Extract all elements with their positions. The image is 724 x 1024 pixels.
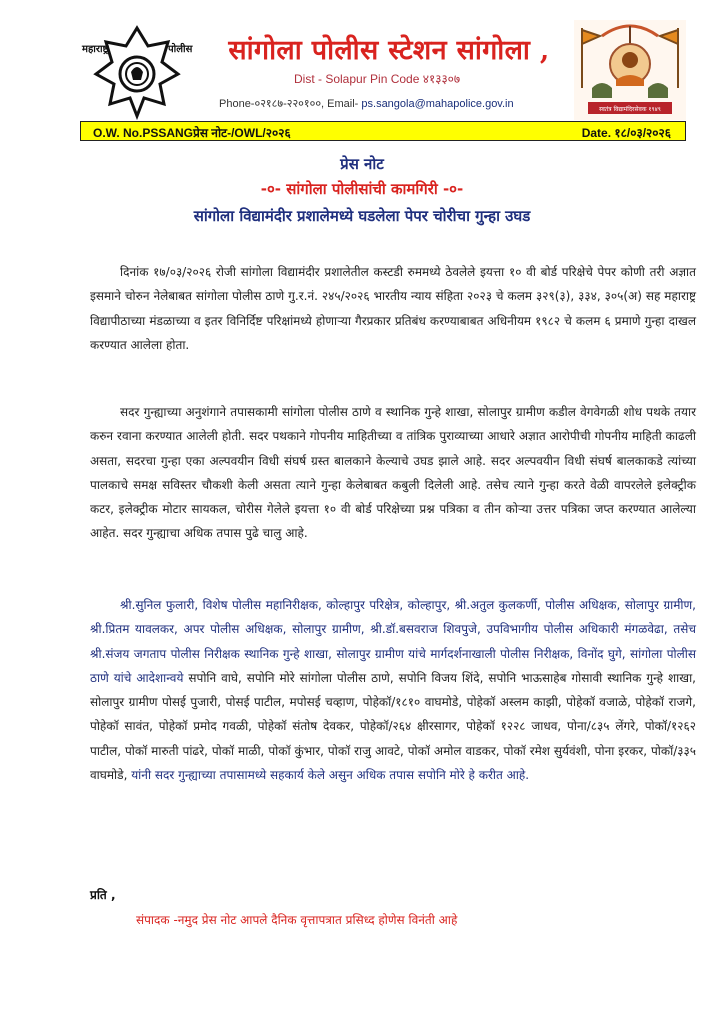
press-note-subtitle: -०- सांगोला पोलीसांची कामगिरी -०- bbox=[260, 180, 464, 198]
district-pin-line: Dist - Solapur Pin Code ४१३३०७ bbox=[294, 72, 461, 86]
maharashtra-police-logo bbox=[72, 22, 202, 122]
paragraph-investigation: सदर गुन्ह्याच्या अनुशंगाने तपासकामी सांगोला पोलीस ठाणे व स्थानिक गुन्हे शाखा, सोलापुर ग्रामीण कडील वेगवेगळी शोध पथके तयार करुन रवाना करण्यात आलेली होती. सदर पथकाने गोपनीय माहितीच्या व तांत्रिक पुराव्याच्या आधारे अज्ञात आरोपीची गोपनीय माहिती काढली असता, सदरचा गुन्हा एका अल्पवयीन विधी संघर्ष ग्रस्त बालकाने केल्याचे उघड झाले आहे. सदर अल्पवयीन विधी संघर्ष बालकाकडे त्यांच्या पालकाचे समक्ष सविस्तर चौकशी केली असता त्याने गुन्हा केलेबाबत कबुली दिलेली आहे. तसेच त्याने गुन्हा करते वेळी वापरलेले इलेक्ट्रीक कटर, इलेक्ट्रीक मोटार सायकल, चोरीस गेलेले इयत्ता १० वी बोर्ड परिक्षेच्या प्रश्न पत्रिका व तीन कोऱ्या उत्तर पत्रिका जप्त करण्यात आलेल्या आहेत. सदर गुन्ह्याचा अधिक तपास पुढे चालु आहे. bbox=[90, 405, 696, 541]
logo-left-text-left: महाराष्ट्र bbox=[82, 44, 109, 55]
station-title: सांगोला पोलीस स्टेशन सांगोला , bbox=[228, 35, 550, 66]
phone-text: Phone-०२१८७-२२०१००, Email- bbox=[219, 98, 362, 110]
document-date: Date. १८/०३/२०२६ bbox=[581, 126, 671, 140]
paragraph-case-registered: दिनांक १७/०३/२०२६ रोजी सांगोला विद्यामंदीर प्रशालेतील कस्टडी रुममध्ये ठेवलेले इयत्ता १० वी बोर्ड परिक्षेचे पेपर कोणी तरी अज्ञात इसमाने चोरुन नेलेबाबत सांगोला पोलीस ठाणे गु.र.नं. २४५/२०२६ भारतीय न्याय संहिता २०२३ चे कलम ३२९(३), ३३४, ३०५(अ) सह महाराष्ट्र विद्यापीठाच्या मंडळाच्या व इतर विनिर्दिष्ट परिक्षांमध्ये होणाऱ्या गैरप्रकार प्रतिबंध करण्याबाबत अधिनीयम १९८२ चे कलम ६ प्रमाणे गुन्हा दाखल करण्यात आलेला होता. bbox=[90, 265, 696, 352]
press-note-headline: सांगोला विद्यामंदीर प्रशालेमध्ये घडलेला पेपर चोरीचा गुन्हा उघड bbox=[193, 207, 531, 225]
addressee-label: प्रति , bbox=[90, 888, 116, 902]
paragraph-credits bbox=[90, 593, 696, 787]
reference-bar bbox=[80, 121, 686, 141]
editor-request: संपादक -नमुद प्रेस नोट आपले दैनिक वृत्तापत्रात प्रसिध्द होणेस विनंती आहे bbox=[136, 913, 458, 927]
outward-number: O.W. No.PSSANGप्रेस नोट-/OWL/२०२६ bbox=[93, 126, 291, 140]
credits-closing-text: यांनी सदर गुन्ह्याच्या तपासामध्ये सहकार्य केले असुन अधिक तपास सपोनि मोरे हे करीत आहे. bbox=[131, 768, 530, 783]
school-emblem-logo bbox=[572, 18, 688, 122]
email-link[interactable]: ps.sangola@mahapolice.gov.in bbox=[361, 98, 514, 110]
contact-line bbox=[219, 96, 514, 111]
logo-left-text-right: पोलीस bbox=[168, 44, 193, 55]
credits-officers-text: श्री.सुनिल फुलारी, विशेष पोलीस महानिरीक्षक, कोल्हापुर परिक्षेत्र, कोल्हापुर, श्री.अतुल कुलकर्णी, पोलीस अधिक्षक, सोलापुर ग्रामीण, श्री.प्रितम यावलकर, अपर पोलीस अधिक्षक, सोलापुर ग्रामीण, श्री.डॉ.बसवराज शिवपुजे, उपविभागीय पोलीस अधिकारी मंगळवेढा, तसेच श्री.संजय जगताप पोलीस निरीक्षक स्थानिक गुन्हे शाखा, सोलापुर ग्रामीण यांचे मार्गदर्शनाखाली पोलीस निरीक्षक, विनोंद घुगे, सांगोला पोलीस ठाणे यांचे आदेशान्वये bbox=[90, 598, 696, 685]
press-note-title: प्रेस नोट bbox=[340, 155, 384, 173]
credits-team-text: सपोनि वाघे, सपोनि मोरे सांगोला पोलीस ठाणे, सपोनि विजय शिंदे, सपोनि भाऊसाहेब गोसावी स्थानिक गुन्हे शाखा, सोलापुर ग्रामीण पोसई पुजारी, पोसई पाटील, मपोसई चव्हाण, पोहेकॉ/१८१० वाघमोडे, पोहेकॉ अस्लम काझी, पोहेकॉ वजाळे, पोहेकॉ राजगे, पोहेकॉ सावंत, पोहेकॉ प्रमोद गवळी, पोहेकॉ संतोष देवकर, पोहेकॉ/२६४ क्षीरसागर, पोहेकॉ १२२८ जाधव, पोना/८३५ लेंगरे, पोकॉ/१२६२ पाटील, पोकॉ मारुती पांढरे, पोकॉ माळी, पोकॉ कुंभार, पोकॉ राजु आवटे, पोकॉ अमोल वाडकर, पोकॉ रमेश सुर्यवंशी, पोना इरकर, पोकॉ/३३५ वाघमोडे, bbox=[90, 670, 696, 783]
emblem-caption: स्वतंत्र विद्यामंदिरसेवक १९४९ bbox=[599, 106, 661, 113]
